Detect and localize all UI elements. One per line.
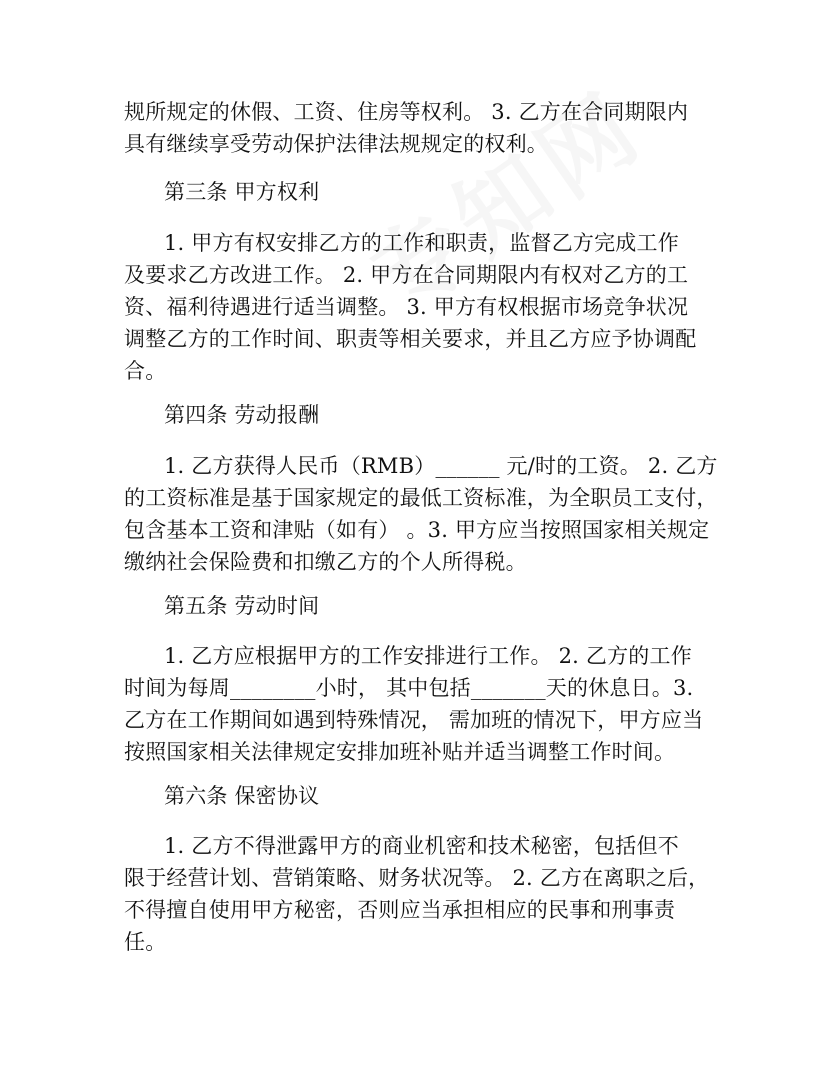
paragraph-line: 及要求乙方改进工作。 2. 甲方在合同期限内有权对乙方的工 <box>124 263 689 287</box>
paragraph-line: 包含基本工资和津贴（如有） 。3. 甲方应当按照国家相关规定 <box>124 518 710 542</box>
paragraph-line: 调整乙方的工作时间、职责等相关要求，并且乙方应予协调配 <box>124 327 697 351</box>
section-heading-4: 第四条 劳动报酬 <box>164 403 320 427</box>
paragraph-line: 1. 乙方不得泄露甲方的商业机密和技术秘密，包括但不 <box>164 834 679 858</box>
paragraph-line: 时间为每周________小时， 其中包括_______天的休息日。3. <box>124 676 694 700</box>
paragraph-line: 1. 乙方应根据甲方的工作安排进行工作。 2. 乙方的工作 <box>164 644 692 668</box>
section-heading-5: 第五条 劳动时间 <box>164 594 320 618</box>
paragraph-line: 限于经营计划、营销策略、财务状况等。 2. 乙方在离职之后， <box>124 866 710 890</box>
paragraph-line: 任。 <box>124 930 167 954</box>
section-heading-3: 第三条 甲方权利 <box>164 180 320 204</box>
paragraph-line: 1. 甲方有权安排乙方的工作和职责，监督乙方完成工作 <box>164 231 679 255</box>
paragraph-line: 规所规定的休假、工资、住房等权利。 3. 乙方在合同期限内 <box>124 100 689 124</box>
paragraph-line: 合。 <box>124 359 167 383</box>
paragraph-line: 乙方在工作期间如遇到特殊情况， 需加班的情况下，甲方应当 <box>124 708 704 732</box>
paragraph-line: 按照国家相关法律规定安排加班补贴并适当调整工作时间。 <box>124 740 676 764</box>
paragraph-line: 的工资标准是基于国家规定的最低工资标准，为全职员工支付， <box>124 486 718 510</box>
paragraph-line: 缴纳社会保险费和扣缴乙方的个人所得税。 <box>124 550 527 574</box>
paragraph-line: 1. 乙方获得人民币（RMB）______ 元/时的工资。 2. 乙方 <box>164 454 718 478</box>
section-heading-6: 第六条 保密协议 <box>164 784 320 808</box>
paragraph-line: 不得擅自使用甲方秘密，否则应当承担相应的民事和刑事责 <box>124 898 676 922</box>
paragraph-line: 具有继续享受劳动保护法律法规规定的权利。 <box>124 132 548 156</box>
paragraph-line: 资、福利待遇进行适当调整。 3. 甲方有权根据市场竞争状况 <box>124 295 689 319</box>
